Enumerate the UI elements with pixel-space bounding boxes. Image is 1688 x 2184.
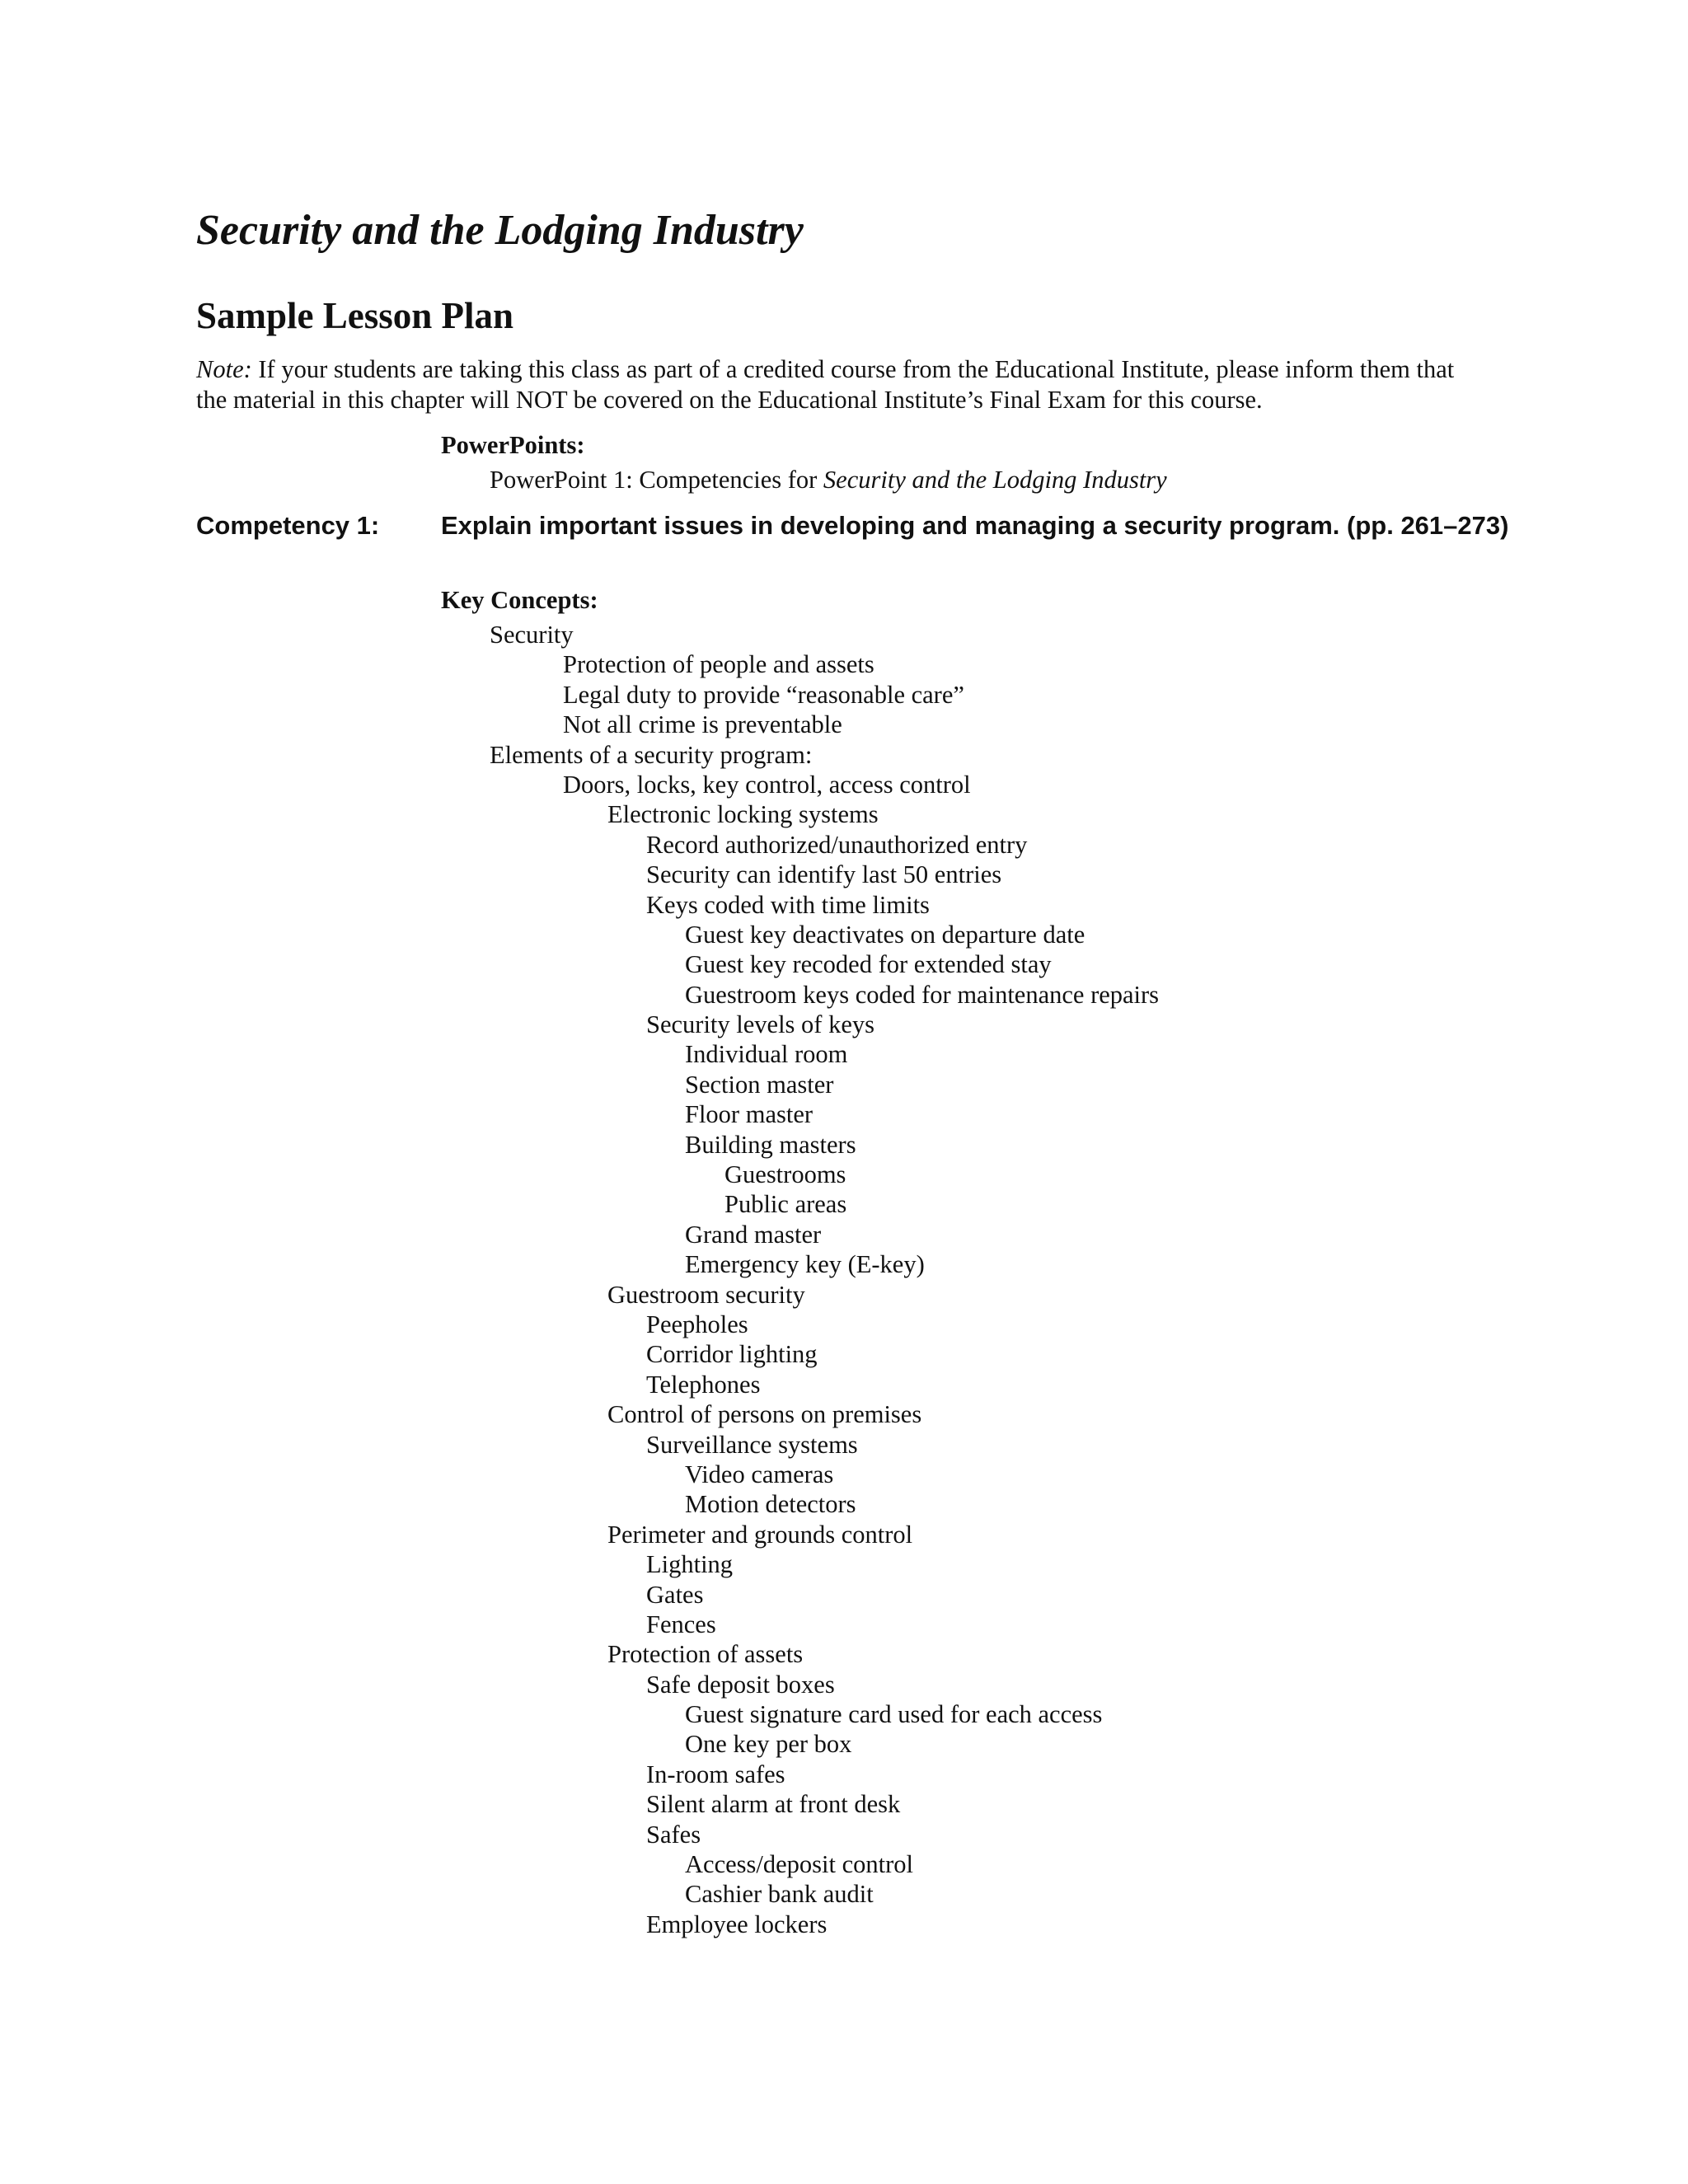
outline-item: Security can identify last 50 entries xyxy=(646,860,1002,889)
outline-item: Protection of assets xyxy=(607,1640,804,1669)
outline-item: Record authorized/unauthorized entry xyxy=(646,830,1028,859)
key-concepts-outline xyxy=(0,620,1159,1939)
outline-item: Guest key deactivates on departure date xyxy=(685,920,1085,949)
outline-item: Guest key recoded for extended stay xyxy=(685,950,1052,979)
outline-item: Control of persons on premises xyxy=(607,1400,922,1429)
outline-item: Elements of a security program: xyxy=(490,740,813,769)
outline-item: Guestrooms xyxy=(724,1160,846,1189)
outline-item: In-room safes xyxy=(646,1760,785,1788)
outline-item: Building masters xyxy=(685,1130,856,1159)
outline-item: Employee lockers xyxy=(646,1910,828,1938)
outline-item: Emergency key (E-key) xyxy=(685,1250,925,1279)
document-title: Security and the Lodging Industry xyxy=(196,207,804,254)
outline-item: Fences xyxy=(646,1610,716,1638)
outline-item: Not all crime is preventable xyxy=(563,710,842,739)
outline-item: Motion detectors xyxy=(685,1490,856,1519)
outline-item: Safe deposit boxes xyxy=(646,1670,835,1699)
outline-item: Grand master xyxy=(685,1220,822,1249)
outline-item: Floor master xyxy=(685,1100,814,1129)
section-title: Sample Lesson Plan xyxy=(196,295,514,336)
note-text: If your students are taking this class as part of a credited course from the Educational Institute, please inform them that the material in this chapter will NOT be covered on the Educational Institute’s Final Exam for this course. xyxy=(196,355,1455,414)
outline-item: Guestroom keys coded for maintenance repairs xyxy=(685,980,1160,1009)
key-concepts-heading: Key Concepts: xyxy=(441,586,598,614)
outline-item: Doors, locks, key control, access control xyxy=(563,770,971,799)
outline-item: Individual room xyxy=(685,1040,848,1069)
outline-item: Legal duty to provide “reasonable care” xyxy=(563,680,964,709)
outline-item: Corridor lighting xyxy=(646,1340,818,1369)
outline-item: Access/deposit control xyxy=(685,1850,913,1879)
powerpoint-item-title: Security and the Lodging Industry xyxy=(823,466,1167,494)
outline-item: Security xyxy=(490,621,574,649)
note-label: Note: xyxy=(196,355,252,383)
powerpoint-item-prefix: PowerPoint 1: Competencies for xyxy=(490,466,823,494)
outline-item: Silent alarm at front desk xyxy=(646,1790,901,1819)
outline-item: Security levels of keys xyxy=(646,1010,874,1039)
outline-item: Protection of people and assets xyxy=(563,650,874,679)
outline-item: Telephones xyxy=(646,1370,761,1399)
powerpoint-item xyxy=(490,465,1167,495)
outline-item: Guest signature card used for each access xyxy=(685,1700,1103,1729)
competency-text: Explain important issues in developing and managing a security program. (pp. 261–273) xyxy=(441,511,1509,540)
competency-label: Competency 1: xyxy=(196,511,380,540)
outline-item: Lighting xyxy=(646,1550,734,1579)
outline-item: Surveillance systems xyxy=(646,1430,858,1459)
outline-item: Cashier bank audit xyxy=(685,1880,874,1909)
outline-item: Keys coded with time limits xyxy=(646,890,930,919)
outline-item: Electronic locking systems xyxy=(607,800,879,829)
outline-item: One key per box xyxy=(685,1730,852,1759)
outline-item: Guestroom security xyxy=(607,1280,805,1309)
outline-item: Perimeter and grounds control xyxy=(607,1520,913,1549)
outline-item: Section master xyxy=(685,1070,834,1099)
outline-item: Gates xyxy=(646,1580,704,1609)
outline-item: Peepholes xyxy=(646,1310,748,1338)
outline-item: Public areas xyxy=(724,1190,847,1219)
outline-item: Safes xyxy=(646,1820,701,1849)
outline-item: Video cameras xyxy=(685,1460,834,1488)
note-paragraph xyxy=(196,354,1482,415)
powerpoints-heading: PowerPoints: xyxy=(441,431,585,459)
